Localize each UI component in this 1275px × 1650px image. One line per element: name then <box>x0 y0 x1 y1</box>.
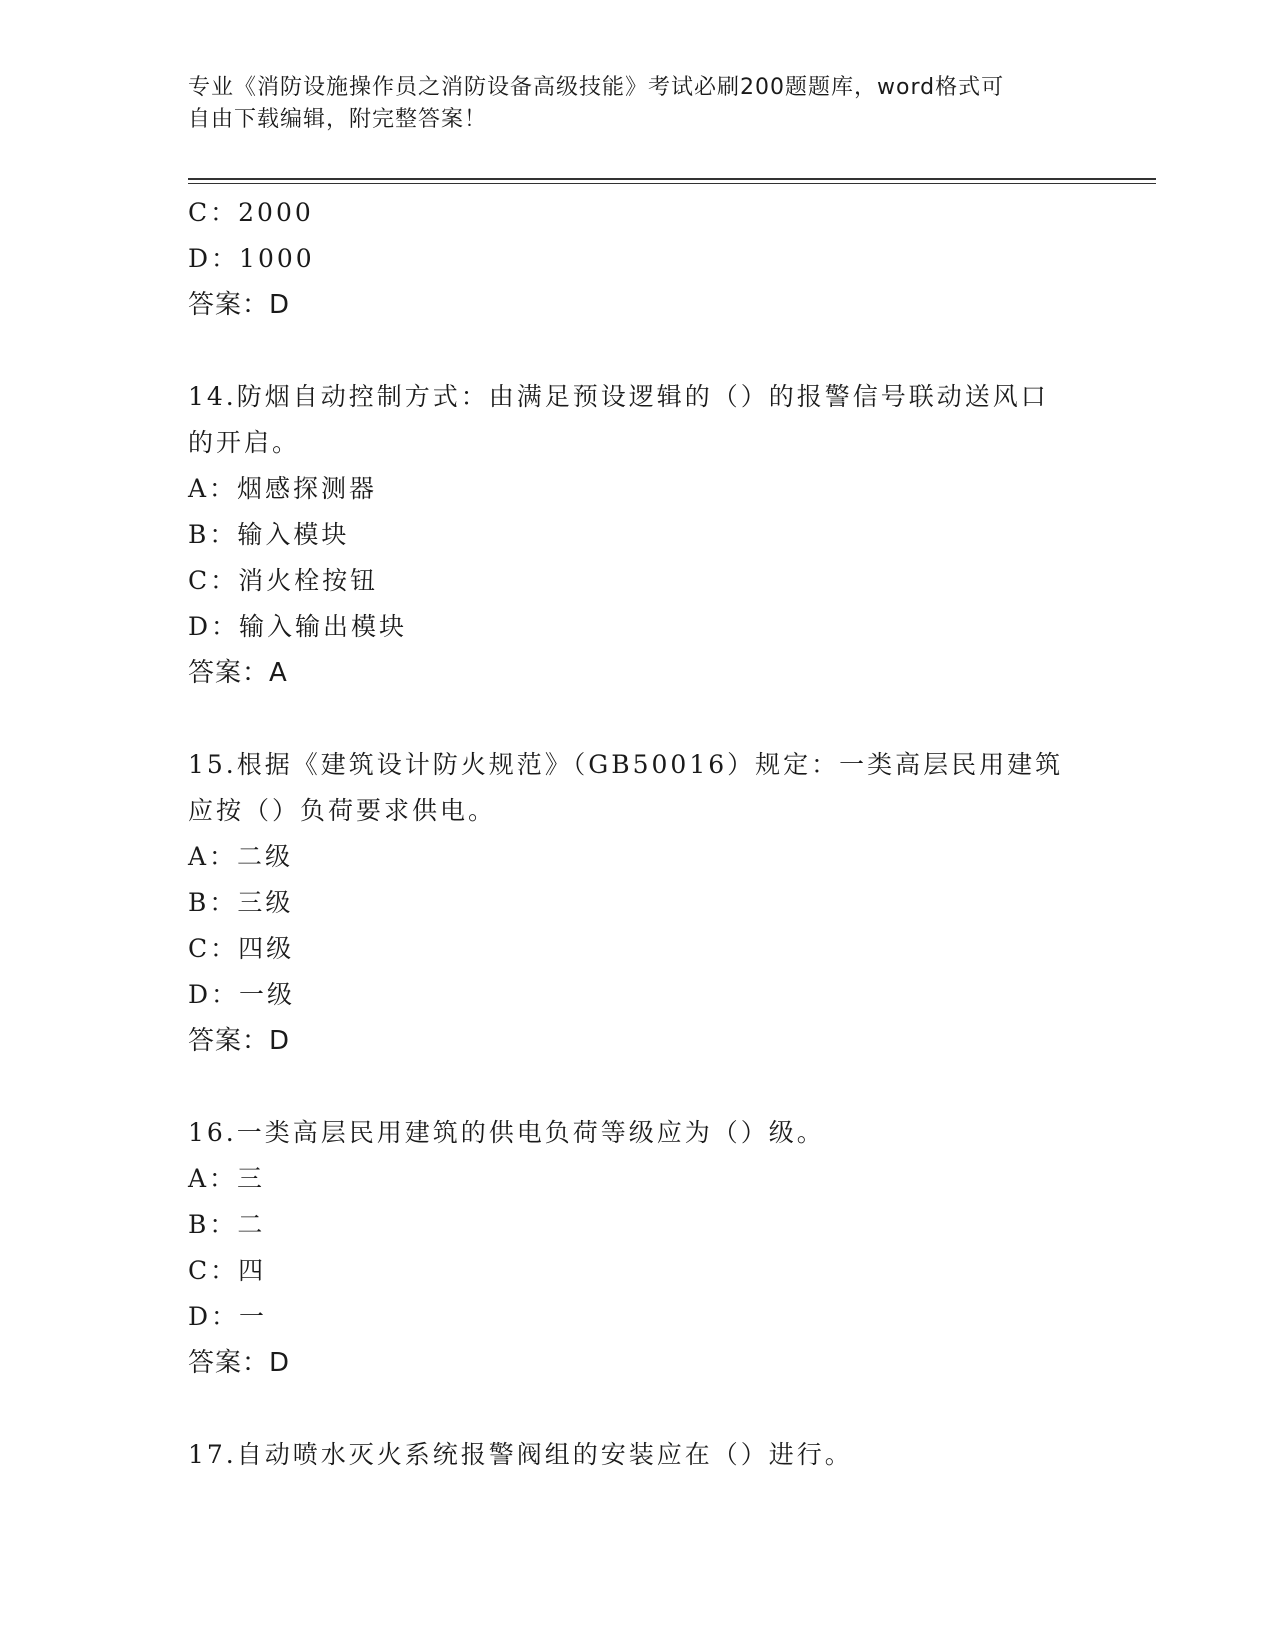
option-b: B：二 <box>188 1210 266 1239</box>
question-14 <box>188 374 1088 696</box>
option-c: C：消火栓按钮 <box>188 566 379 595</box>
option-c: C：2000 <box>188 198 314 227</box>
document-header <box>188 72 1068 136</box>
header-line-1: 专业《消防设施操作员之消防设备高级技能》考试必刷200题题库，word格式可 <box>188 75 1005 100</box>
header-rule-thin <box>188 183 1156 184</box>
option-d: D：一级 <box>188 980 296 1009</box>
answer: 答案：A <box>188 658 288 688</box>
option-a: A：烟感探测器 <box>188 474 378 503</box>
answer: 答案：D <box>188 1026 291 1056</box>
answer: 答案：D <box>188 290 291 320</box>
question-15 <box>188 742 1088 1064</box>
question-stem: 14.防烟自动控制方式：由满足预设逻辑的（）的报警信号联动送风口 <box>188 382 1049 411</box>
question-stem-cont: 应按（）负荷要求供电。 <box>188 796 497 825</box>
header-rule-thick <box>188 178 1156 180</box>
question-16 <box>188 1110 1088 1386</box>
question-stem: 16.一类高层民用建筑的供电负荷等级应为（）级。 <box>188 1118 825 1147</box>
option-c: C：四级 <box>188 934 295 963</box>
option-c: C：四 <box>188 1256 267 1285</box>
option-b: B：输入模块 <box>188 520 350 549</box>
question-stem: 15.根据《建筑设计防火规范》（GB50016）规定：一类高层民用建筑 <box>188 750 1064 779</box>
option-d: D：输入输出模块 <box>188 612 408 641</box>
option-d: D：1000 <box>188 244 315 273</box>
option-a: A：三 <box>188 1164 266 1193</box>
header-line-2: 自由下载编辑，附完整答案！ <box>188 107 488 132</box>
question-stem-cont: 的开启。 <box>188 428 301 457</box>
option-d: D：一 <box>188 1302 268 1331</box>
question-17 <box>188 1432 1088 1478</box>
document-body <box>188 190 1088 1478</box>
option-b: B：三级 <box>188 888 294 917</box>
question-13-tail <box>188 190 1088 328</box>
option-a: A：二级 <box>188 842 294 871</box>
question-stem: 17.自动喷水灭火系统报警阀组的安装应在（）进行。 <box>188 1440 853 1469</box>
answer: 答案：D <box>188 1348 291 1378</box>
